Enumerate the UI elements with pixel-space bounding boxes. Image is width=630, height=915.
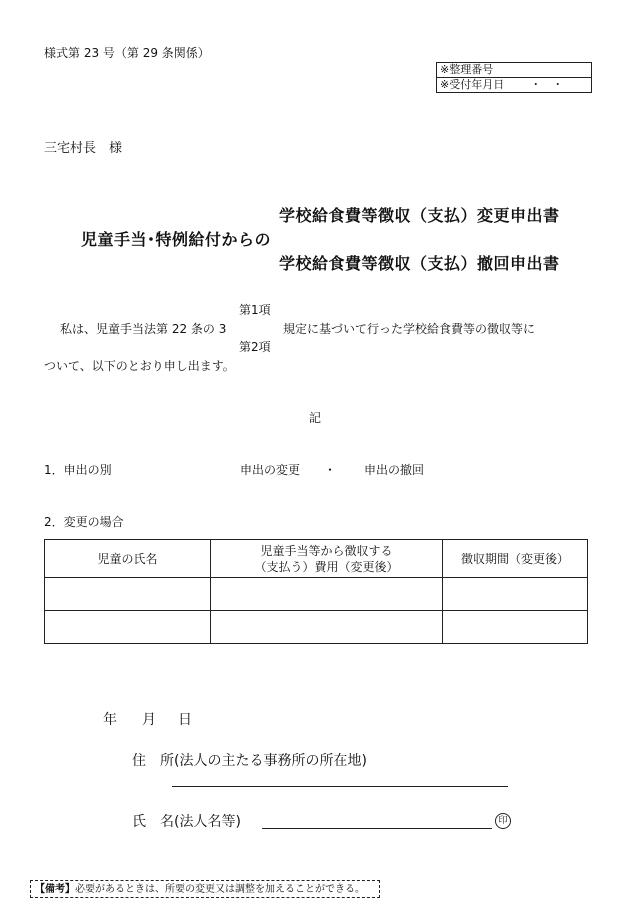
note-label: 【備考】 <box>35 884 75 895</box>
clause-option-1: 第1項 <box>239 303 271 317</box>
header-cost-line1: 児童手当等から徴収する <box>260 543 393 558</box>
statement-part2: 規定に基づいて行った学校給食費等の徴収等に <box>283 322 536 336</box>
header-cost <box>211 540 443 578</box>
received-date-label: ※受付年月日 <box>440 78 505 91</box>
table-row <box>45 578 588 611</box>
child-name-cell[interactable] <box>45 611 211 644</box>
section1-label: 1．申出の別 <box>44 463 112 477</box>
seal-mark: 印 <box>495 813 511 829</box>
name-line[interactable] <box>262 828 492 829</box>
statement-part1: 私は、児童手当法第 22 条の 3 <box>60 322 227 336</box>
cost-cell[interactable] <box>211 611 443 644</box>
table-row <box>45 611 588 644</box>
cost-cell[interactable] <box>211 578 443 611</box>
date-month: 月 <box>142 712 156 728</box>
addressee: 三宅村長 様 <box>44 141 123 156</box>
title-change: 学校給食費等徴収（支払）変更申出書 <box>279 206 560 225</box>
table-header-row <box>45 540 588 578</box>
statement-part3: ついて、以下のとおり申し出ます。 <box>44 359 235 373</box>
form-number: 様式第 23 号（第 29 条関係） <box>44 46 210 60</box>
note-text: 必要があるときは、所要の変更又は調整を加えることができる。 <box>75 884 365 895</box>
note-box <box>30 880 380 898</box>
address-label: 住 所(法人の主たる事務所の所在地) <box>132 753 367 769</box>
date-day: 日 <box>178 712 192 728</box>
ki-heading: 記 <box>309 411 322 425</box>
header-period: 徴収期間（変更後） <box>443 540 588 578</box>
title-withdraw: 学校給食費等徴収（支払）撤回申出書 <box>279 254 560 273</box>
clause-option-2: 第2項 <box>239 340 271 354</box>
section2-label: 2．変更の場合 <box>44 515 124 529</box>
option-change[interactable]: 申出の変更 <box>240 463 301 477</box>
header-child-name: 児童の氏名 <box>45 540 211 578</box>
admin-use-box <box>436 62 592 93</box>
period-cell[interactable] <box>443 611 588 644</box>
period-cell[interactable] <box>443 578 588 611</box>
change-table <box>44 539 588 644</box>
control-number-label: ※整理番号 <box>437 63 592 78</box>
header-cost-line2: （支払う）費用（変更後） <box>254 559 399 574</box>
address-line[interactable] <box>172 786 508 787</box>
date-year: 年 <box>103 712 117 728</box>
name-label: 氏 名(法人名等) <box>132 814 241 830</box>
option-separator: ・ <box>324 463 337 477</box>
child-name-cell[interactable] <box>45 578 211 611</box>
title-prefix: 児童手当･特例給付からの <box>81 230 272 249</box>
option-withdraw[interactable]: 申出の撤回 <box>364 463 425 477</box>
received-date-cell <box>437 78 592 93</box>
received-date-dots: ・ ・ <box>530 78 564 91</box>
